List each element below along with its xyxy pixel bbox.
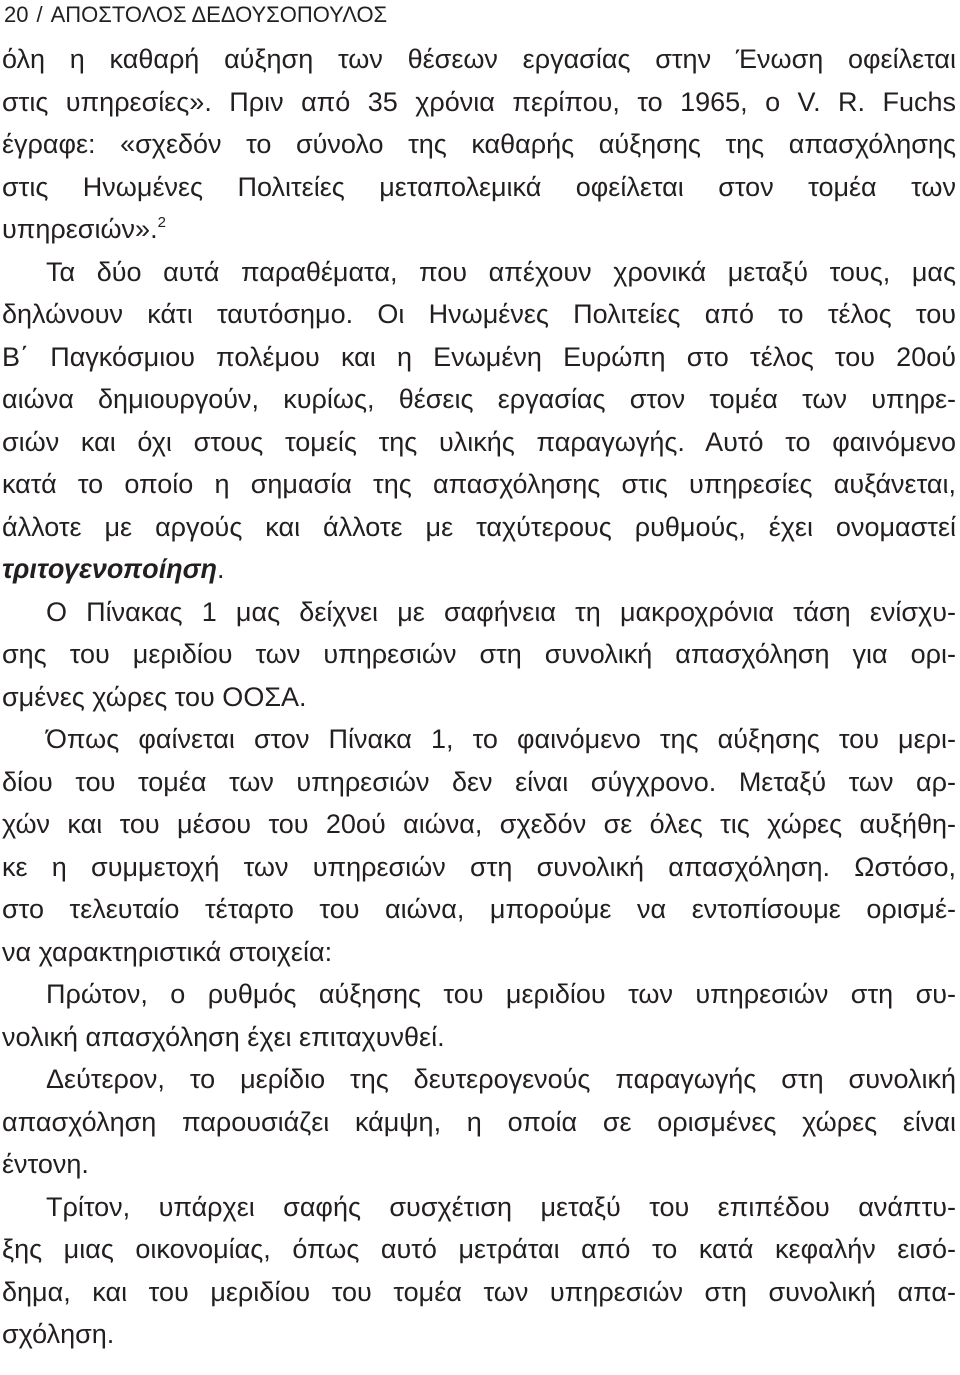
text-fragment: . xyxy=(217,554,225,584)
running-head xyxy=(4,2,387,28)
text-line: Τρίτον, υπάρχει σαφής συσχέτιση μεταξύ του επιπέδου ανάπτυ- xyxy=(46,1191,956,1222)
text-line: απασχόληση παρουσιάζει κάμψη, η οποία σε ορισμένες χώρες είναι xyxy=(2,1106,956,1137)
footnote-marker: 2 xyxy=(157,214,166,231)
text-line: σχόληση. xyxy=(2,1319,115,1349)
text-line: δημα, και του μεριδίου του τομέα των υπηρεσιών στη συνολική απα- xyxy=(2,1276,956,1307)
author-name: ΑΠΟΣΤΟΛΟΣ ΔΕΔΟΥΣΟΠΟΥΛΟΣ xyxy=(50,2,388,27)
text-line: στις υπηρεσίες». Πριν από 35 χρόνια περίπου, το 1965, ο V. R. Fuchs xyxy=(2,86,956,117)
text-line: στο τελευταίο τέταρτο του αιώνα, μπορούμε να εντοπίσουμε ορισμέ- xyxy=(2,894,956,924)
text-line: Δεύτερον, το μερίδιο της δευτερογενούς παραγωγής στη συνολική xyxy=(46,1064,956,1094)
text-line: αιώνα δημιουργούν, κυρίως, θέσεις εργασίας στον τομέα των υπηρε- xyxy=(2,384,956,414)
text-line: χών και του μέσου του 20ού αιώνα, σχεδόν σε όλες τις χώρες αυξήθη- xyxy=(2,809,956,839)
text-line: να χαρακτηριστικά στοιχεία: xyxy=(2,936,333,967)
text-line: σιών και όχι στους τομείς της υλικής παραγωγής. Αυτό το φαινόμενο xyxy=(2,426,956,457)
text-fragment: υπηρεσιών». xyxy=(2,214,158,244)
text-line: Β΄ Παγκόσμιου πολέμου και η Ενωμένη Ευρώπη στο τέλος του 20ού xyxy=(2,341,956,372)
text-line: ξης μιας οικονομίας, όπως αυτό μετράται από το κατά κεφαλήν εισό- xyxy=(2,1234,956,1264)
text-line: έντονη. xyxy=(2,1149,89,1179)
text-line: νολική απασχόληση έχει επιταχυνθεί. xyxy=(2,1021,445,1052)
header-separator: / xyxy=(36,2,43,27)
text-line: σης του μεριδίου των υπηρεσιών στη συνολική απασχόληση για ορι- xyxy=(2,639,956,669)
text-line: σμένες χώρες του ΟΟΣΑ. xyxy=(2,681,307,712)
text-line: δηλώνουν κάτι ταυτόσημο. Οι Ηνωμένες Πολιτείες από το τέλος του xyxy=(2,299,956,329)
page-number: 20 xyxy=(4,2,29,27)
text-line xyxy=(2,548,956,591)
text-line: Όπως φαίνεται στον Πίνακα 1, το φαινόμενο της αύξησης του μερι- xyxy=(46,724,956,754)
text-line: Πρώτον, ο ρυθμός αύξησης του μεριδίου των υπηρεσιών στη συ- xyxy=(46,979,956,1009)
body-text xyxy=(2,38,956,1356)
text-line: στις Ηνωμένες Πολιτείες μεταπολεμικά οφείλεται στον τομέα των xyxy=(2,171,956,202)
key-term: τριτογενοποίηση xyxy=(2,554,218,584)
text-line: Τα δύο αυτά παραθέματα, που απέχουν χρονικά μεταξύ τους, μας xyxy=(46,256,956,287)
text-line: κε η συμμετοχή των υπηρεσιών στη συνολική απασχόληση. Ωστόσο, xyxy=(2,851,956,882)
text-line: άλλοτε με αργούς και άλλοτε με ταχύτερους ρυθμούς, έχει ονομαστεί xyxy=(2,511,956,542)
text-line: όλη η καθαρή αύξηση των θέσεων εργασίας στην Ένωση οφείλεται xyxy=(2,44,956,74)
text-line xyxy=(2,208,956,251)
text-line: κατά το οποίο η σημασία της απασχόλησης στις υπηρεσίες αυξάνεται, xyxy=(2,469,956,499)
text-line: έγραφε: «σχεδόν το σύνολο της καθαρής αύξησης της απασχόλησης xyxy=(2,129,956,159)
text-line: δίου του τομέα των υπηρεσιών δεν είναι σύγχρονο. Μεταξύ των αρ- xyxy=(2,766,956,797)
text-line: Ο Πίνακας 1 μας δείχνει με σαφήνεια τη μακροχρόνια τάση ενίσχυ- xyxy=(46,596,956,627)
